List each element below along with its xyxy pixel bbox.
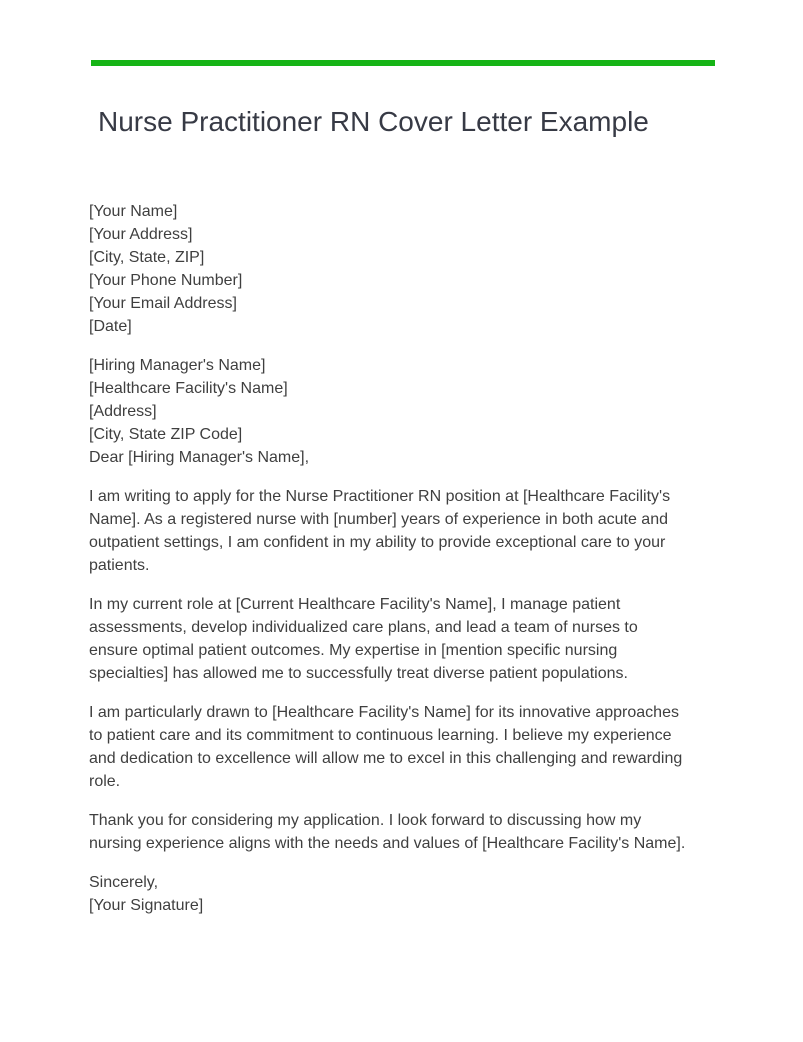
recipient-city-state-zip: [City, State ZIP Code] (89, 426, 243, 443)
letter-date: [Date] (89, 318, 132, 335)
closing: Sincerely, (89, 874, 159, 891)
signature: [Your Signature] (89, 897, 204, 914)
recipient-block (89, 354, 689, 469)
body-paragraph-motivation: I am particularly drawn to [Healthcare Facility's Name] for its innovative approaches to patient care and its commitment to continuous learning. I believe my experience and dedication to excellence will allow me to excel in this challenging and rewarding role. (89, 704, 683, 790)
top-accent-bar (91, 60, 715, 66)
page-title: Nurse Practitioner RN Cover Letter Example (98, 106, 649, 137)
salutation: Dear [Hiring Manager's Name], (89, 449, 310, 466)
closing-block (89, 871, 689, 917)
sender-block (89, 200, 689, 338)
recipient-facility: [Healthcare Facility's Name] (89, 380, 288, 397)
sender-city-state-zip: [City, State, ZIP] (89, 249, 205, 266)
sender-name: [Your Name] (89, 203, 178, 220)
recipient-name: [Hiring Manager's Name] (89, 357, 266, 374)
letter-body (89, 200, 689, 917)
sender-email: [Your Email Address] (89, 295, 237, 312)
recipient-address: [Address] (89, 403, 157, 420)
body-paragraph-current-role: In my current role at [Current Healthcare Facility's Name], I manage patient assessments, develop individualized care plans, and lead a team of nurses to ensure optimal patient outcomes. My expertise in [mention specific nursing specialties] has allowed me to successfully treat diverse patient populations. (89, 596, 638, 682)
body-paragraph-thanks: Thank you for considering my application. I look forward to discussing how my nursing experience aligns with the needs and values of [Healthcare Facility's Name]. (89, 812, 686, 852)
sender-address: [Your Address] (89, 226, 193, 243)
body-paragraph-intro: I am writing to apply for the Nurse Practitioner RN position at [Healthcare Facility's Name]. As a registered nurse with [number] years of experience in both acute and outpatient settings, I am confident in my ability to provide exceptional care to your patients. (89, 488, 671, 574)
sender-phone: [Your Phone Number] (89, 272, 243, 289)
